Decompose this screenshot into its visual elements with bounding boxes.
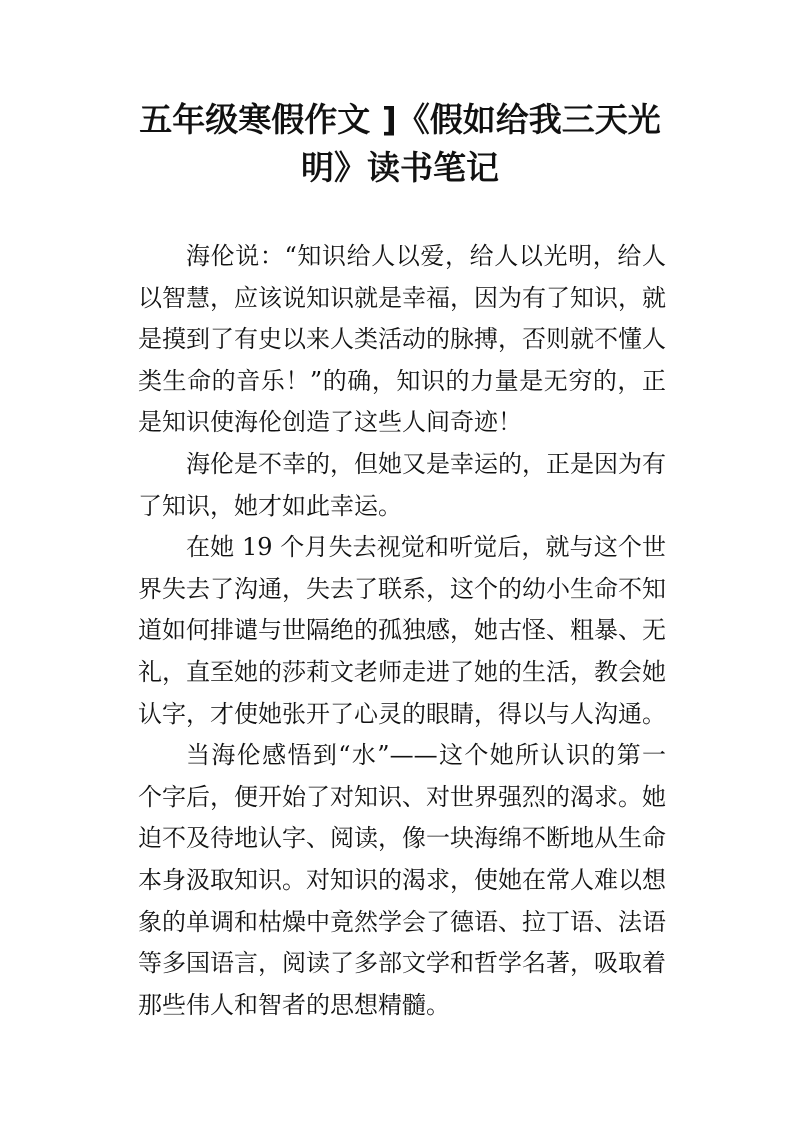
document-body	[138, 236, 666, 1026]
paragraph-1: 海伦说：“知识给人以爱，给人以光明，给人以智慧，应该说知识就是幸福，因为有了知识，就是摸到了有史以来人类活动的脉搏，否则就不懂人类生命的音乐！”的确，知识的力量是无穷的，正是知识使海伦创造了这些人间奇迹！	[138, 242, 666, 437]
paragraph-4: 当海伦感悟到“水”——这个她所认识的第一个字后，便开始了对知识、对世界强烈的渴求。她迫不及待地认字、阅读，像一块海绵不断地从生命本身汲取知识。对知识的渴求，使她在常人难以想象的单调和枯燥中竟然学会了德语、拉丁语、法语等多国语言，阅读了多部文学和哲学名著，吸取着那些伟人和智者的思想精髓。	[138, 741, 666, 1019]
document-title: 五年级寒假作文 ]《假如给我三天光明》读书笔记	[139, 100, 661, 187]
paragraph-3: 在她 19 个月失去视觉和听觉后，就与这个世界失去了沟通，失去了联系，这个的幼小生命不知道如何排谴与世隔绝的孤独感，她古怪、粗暴、无礼，直至她的莎莉文老师走进了她的生活，教会她认字，才使她张开了心灵的眼睛，得以与人沟通。	[138, 533, 666, 728]
paragraph-2: 海伦是不幸的，但她又是幸运的，正是因为有了知识，她才如此幸运。	[138, 449, 666, 520]
